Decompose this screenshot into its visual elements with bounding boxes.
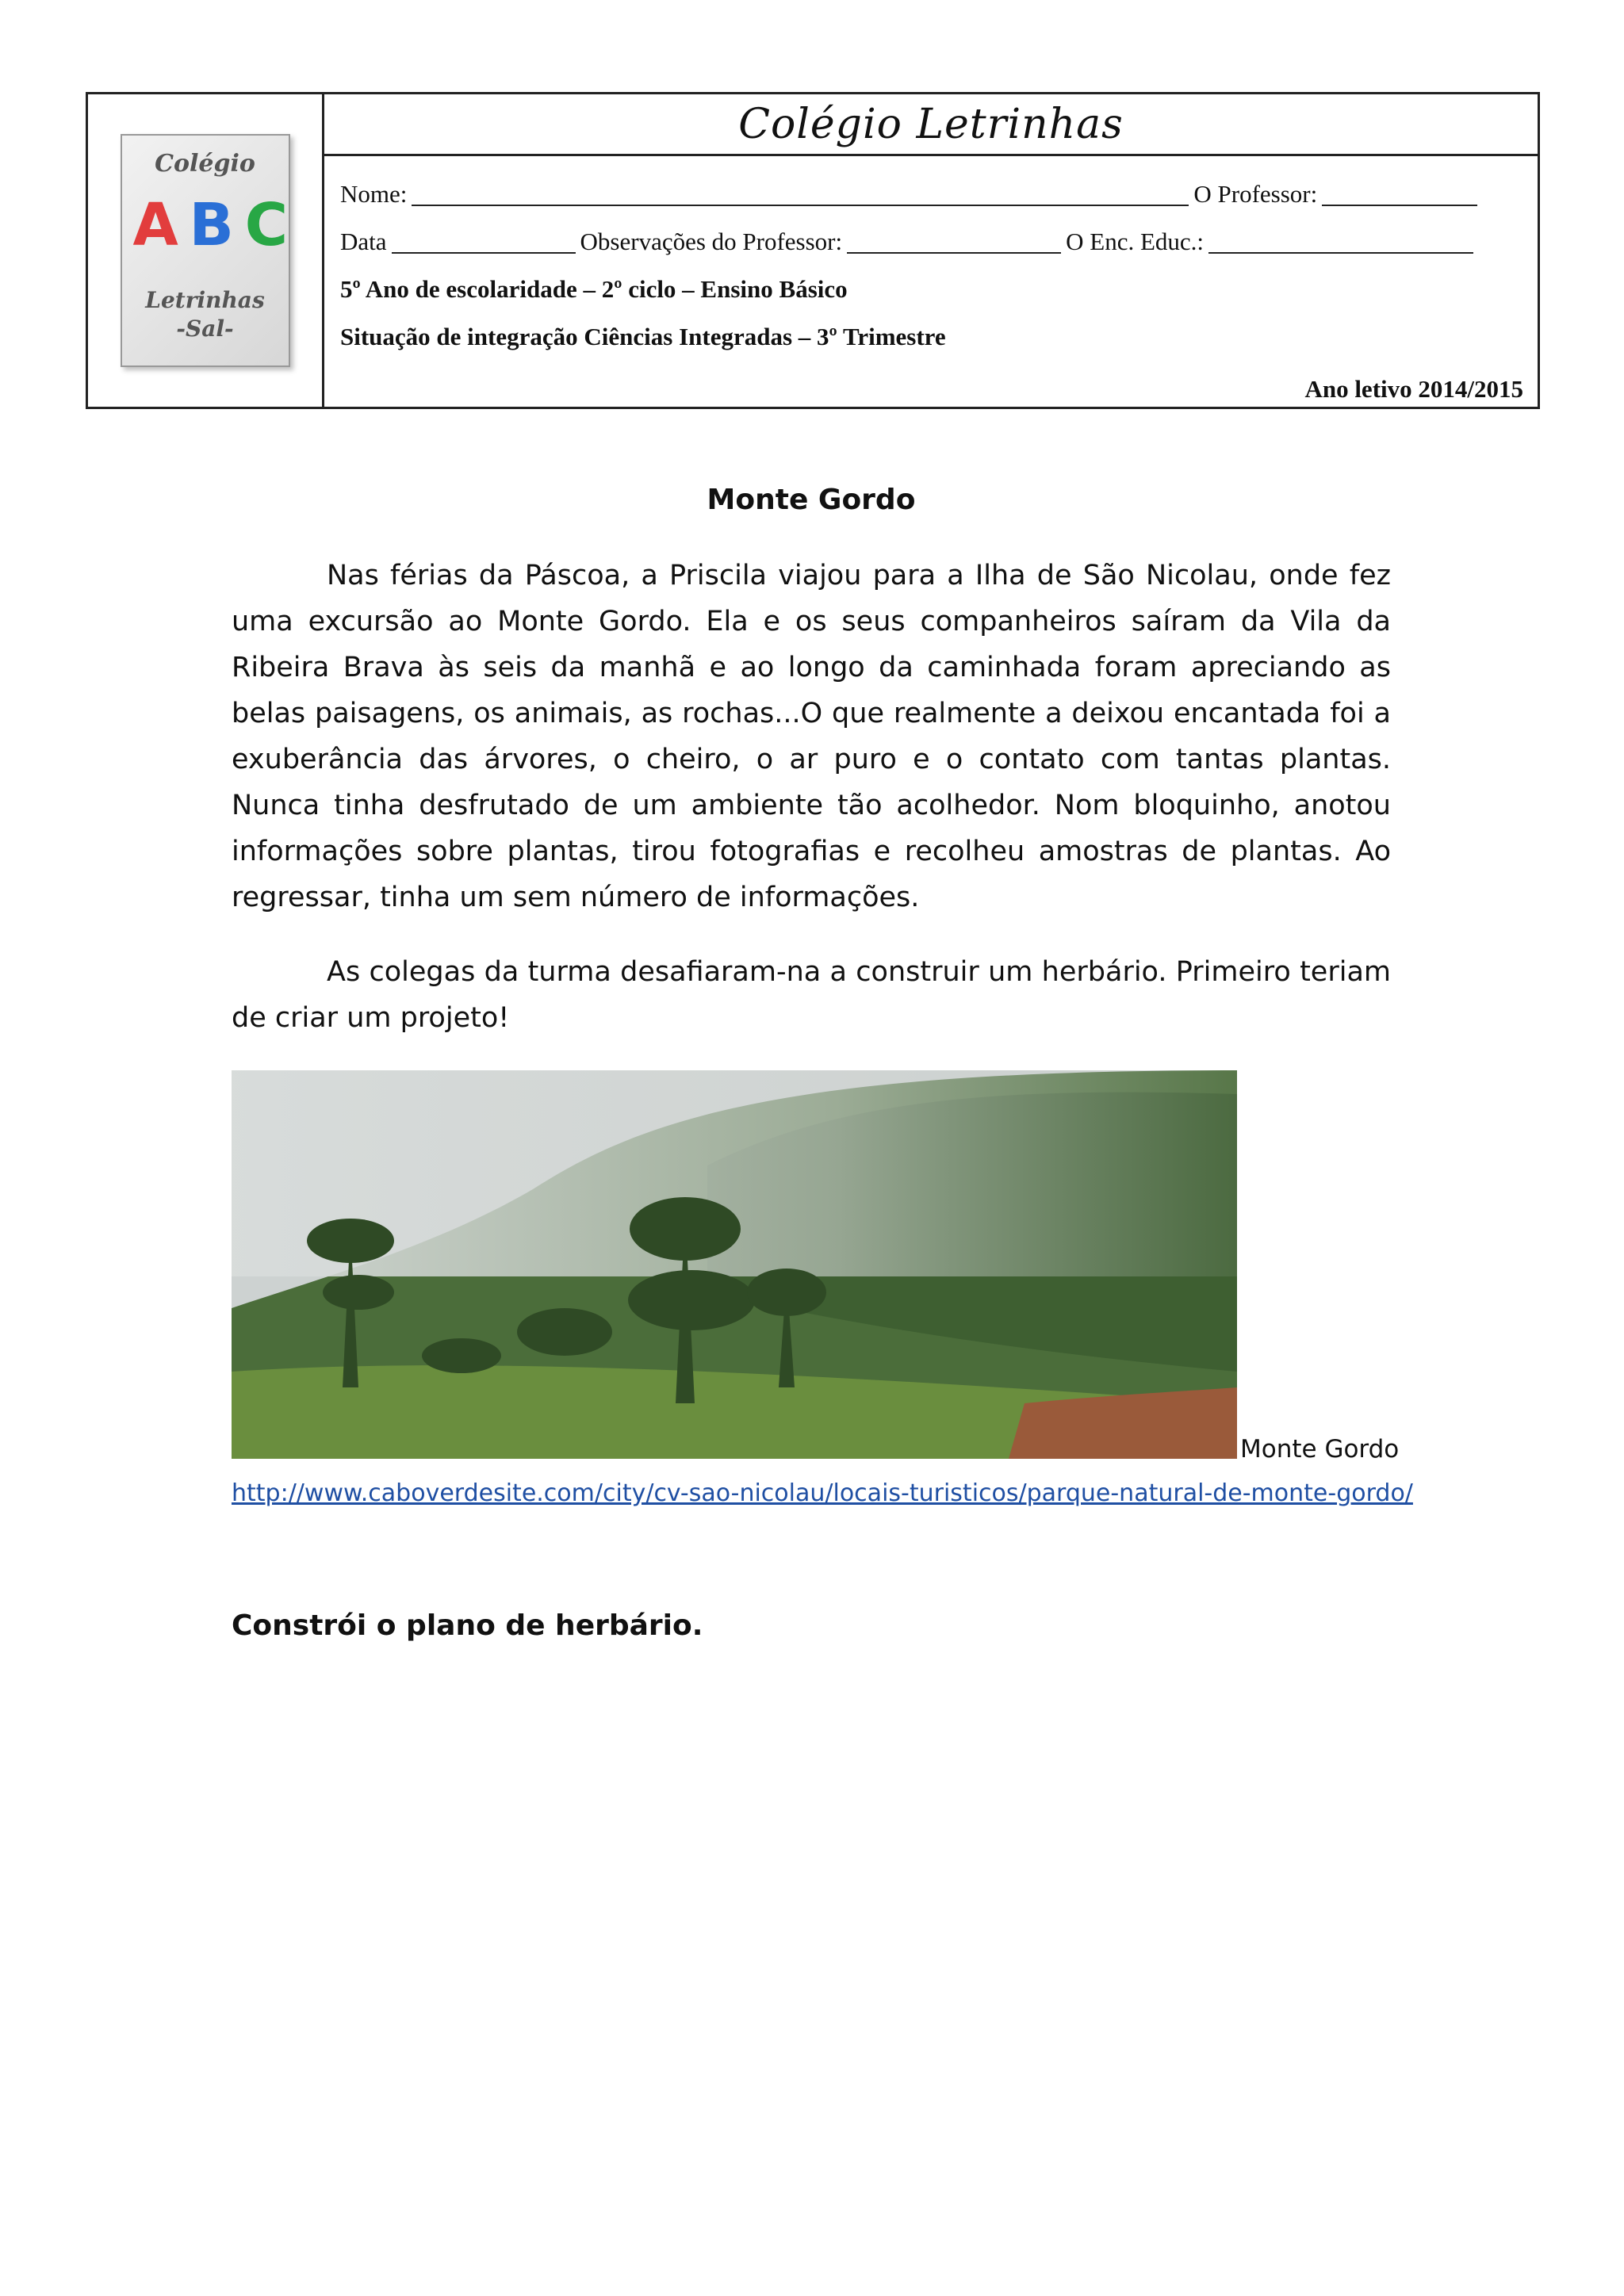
name-field[interactable] — [412, 182, 1189, 206]
logo-bottom-text-1: Letrinhas — [145, 287, 265, 313]
guardian-field[interactable] — [1208, 230, 1473, 254]
teacher-label: O Professor: — [1193, 180, 1318, 208]
paragraph-2: As colegas da turma desafiaram-na a construir um herbário. Primeiro teriam de criar um projeto! — [232, 956, 1391, 1034]
task-instruction: Constrói o plano de herbário. — [232, 1609, 703, 1642]
logo-bottom-text — [122, 286, 289, 343]
row-date-obs — [340, 218, 1522, 266]
logo-letter-b: B — [189, 191, 229, 259]
guardian-label: O Enc. Educ.: — [1066, 228, 1205, 255]
logo-letter-c: C — [244, 191, 284, 259]
teacher-field[interactable] — [1322, 182, 1477, 206]
article-title: Monte Gordo — [707, 484, 916, 516]
landscape-illustration — [232, 1070, 1237, 1459]
school-name: Colégio Letrinhas — [324, 94, 1538, 156]
date-field[interactable] — [392, 230, 576, 254]
school-logo — [121, 134, 290, 367]
source-link[interactable]: http://www.caboverdesite.com/city/cv-sao-nicolau/locais-turisticos/parque-natural-de-monte-gordo/ — [232, 1479, 1413, 1507]
student-fields — [324, 156, 1538, 407]
info-cell — [324, 94, 1538, 407]
name-label: Nome: — [340, 180, 408, 208]
logo-cell — [88, 94, 324, 407]
observations-field[interactable] — [847, 230, 1061, 254]
date-label: Data — [340, 228, 387, 255]
logo-top-text: Colégio — [155, 150, 255, 178]
photo-caption: Monte Gordo — [1240, 1435, 1400, 1464]
situation-line: Situação de integração Ciências Integradas – 3º Trimestre — [340, 323, 946, 350]
header-box — [86, 92, 1540, 409]
paragraph-1: Nas férias da Páscoa, a Priscila viajou para a Ilha de São Nicolau, onde fez uma excursão ao Monte Gordo. Ela e os seus companheiros saíram da Vila da Ribeira Brava às seis da manhã e ao longo da caminhada foram apreciando as belas paisagens, os animais, as rochas...O que realmente a deixou encantada foi a exuberância das árvores, o cheiro, o ar puro e o contato com tantas plantas. Nunca tinha desfrutado de um ambiente tão acolhedor. Nom bloquinho, anotou informações sobre plantas, tirou fotografias e recolheu amostras de plantas. Ao regressar, tinha um sem número de informações. — [232, 560, 1391, 913]
school-year: Ano letivo 2014/2015 — [1304, 375, 1523, 403]
logo-abc-letters — [133, 191, 284, 259]
row-name-teacher — [340, 170, 1522, 218]
monte-gordo-photo — [232, 1070, 1237, 1459]
observations-label: Observações do Professor: — [580, 228, 843, 255]
grade-line: 5º Ano de escolaridade – 2º ciclo – Ensino Básico — [340, 275, 848, 303]
logo-bottom-text-2: -Sal- — [176, 316, 234, 342]
logo-letter-a: A — [132, 191, 174, 259]
